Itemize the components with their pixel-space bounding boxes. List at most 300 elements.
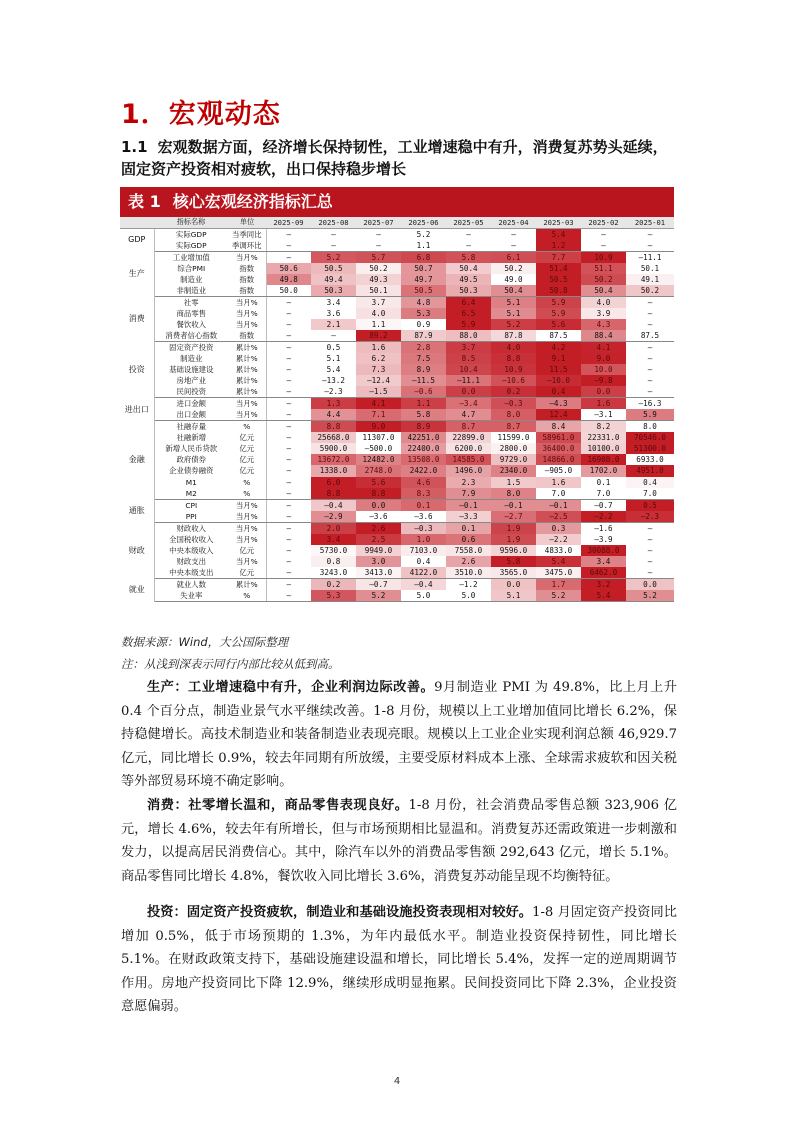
value-cell: 50.5 xyxy=(536,274,581,285)
value-cell: 5.4 xyxy=(311,364,356,375)
value-cell: –10.0 xyxy=(536,375,581,386)
value-cell: –2.9 xyxy=(311,511,356,523)
value-cell: 5.9 xyxy=(626,409,674,421)
value-cell: 50.3 xyxy=(446,285,491,297)
category-cell: GDP xyxy=(120,228,154,251)
value-cell: – xyxy=(286,422,292,432)
value-cell: 5.2 xyxy=(356,590,401,602)
table-title: 核心宏观经济指标汇总 xyxy=(172,192,333,211)
indicator-cell: 实际GDP xyxy=(175,229,207,239)
value-cell: – xyxy=(286,353,292,363)
value-cell: 7.0 xyxy=(626,488,674,500)
value-cell: 58961.0 xyxy=(536,432,581,443)
header-cell: 2025-08 xyxy=(311,217,356,228)
value-cell: 9.0 xyxy=(581,353,626,364)
value-cell: 8.7 xyxy=(491,421,536,433)
unit-cell: % xyxy=(228,477,266,488)
value-cell: – xyxy=(647,297,653,307)
value-cell: 8.8 xyxy=(311,421,356,433)
value-cell: 1.9 xyxy=(491,522,536,534)
value-cell: –0.1 xyxy=(536,499,581,511)
value-cell: 6462.0 xyxy=(581,567,626,579)
unit-cell: % xyxy=(228,421,266,433)
value-cell: 5730.0 xyxy=(311,545,356,556)
value-cell: 5.8 xyxy=(491,556,536,567)
table-row xyxy=(120,465,674,476)
value-cell: 3.4 xyxy=(311,296,356,308)
paragraph-production xyxy=(121,676,677,794)
value-cell: – xyxy=(286,319,292,329)
value-cell: 7558.0 xyxy=(446,545,491,556)
unit-cell: 当月% xyxy=(228,522,266,534)
value-cell: – xyxy=(311,330,356,342)
value-cell: 0.5 xyxy=(626,499,674,511)
value-cell: 5.8 xyxy=(401,409,446,421)
table-row xyxy=(120,522,674,534)
value-cell: 3565.0 xyxy=(491,567,536,579)
value-cell: –0.3 xyxy=(401,522,446,534)
value-cell: 2748.0 xyxy=(356,465,401,476)
value-cell: 5.6 xyxy=(536,319,581,330)
value-cell: –11.1 xyxy=(626,251,674,263)
value-cell: – xyxy=(647,229,653,239)
value-cell: 4.0 xyxy=(581,296,626,308)
value-cell: –0.1 xyxy=(491,499,536,511)
indicator-cell: 房地产业 xyxy=(176,376,207,386)
indicator-cell: M1 xyxy=(185,477,197,487)
value-cell: –0.4 xyxy=(401,578,446,590)
value-cell: 13508.0 xyxy=(401,454,446,465)
value-cell: 50.2 xyxy=(581,274,626,285)
value-cell: 7103.0 xyxy=(401,545,446,556)
paragraph-text: 1-8 月份，社会消费品零售总额 323,906 亿元，增长 4.6%，较去年有所增长，但与市场预期相比显温和。消费复苏还需政策进一步刺激和发力，以提高居民消费信心。其中，除汽车以外的消费品零售额 292,643 亿元，增长 5.1%。商品零售同比增长 4.8%，餐饮收入同比增长 3.6%，消费复苏动能呈现不均衡特征。 xyxy=(121,798,677,884)
value-cell: 2.6 xyxy=(356,522,401,534)
value-cell: 49.7 xyxy=(401,274,446,285)
indicator-cell: CPI xyxy=(185,500,198,510)
value-cell: 1.9 xyxy=(491,534,536,545)
value-cell: 9.1 xyxy=(536,353,581,364)
value-cell: 10.9 xyxy=(581,251,626,263)
table-row xyxy=(120,263,674,274)
table-row xyxy=(120,274,674,285)
value-cell: 4.3 xyxy=(581,319,626,330)
value-cell: – xyxy=(446,240,491,252)
value-cell: 7.3 xyxy=(356,364,401,375)
value-cell: 0.6 xyxy=(446,534,491,545)
value-cell: – xyxy=(647,523,653,533)
indicator-cell: 工业增加值 xyxy=(172,252,210,262)
value-cell: 3243.0 xyxy=(311,567,356,579)
unit-cell: 累计% xyxy=(228,341,266,353)
value-cell: 14866.0 xyxy=(536,454,581,465)
value-cell: 4122.0 xyxy=(401,567,446,579)
value-cell: – xyxy=(286,466,292,476)
value-cell: – xyxy=(311,240,356,252)
value-cell: – xyxy=(286,500,292,510)
value-cell: –1.6 xyxy=(581,522,626,534)
value-cell: –2.3 xyxy=(626,511,674,523)
indicator-cell: 非制造业 xyxy=(154,285,228,297)
value-cell: 6.5 xyxy=(446,308,491,319)
value-cell: 8.0 xyxy=(491,488,536,500)
source-note: 数据来源：Wind，大公国际整理 xyxy=(121,635,289,649)
unit-cell: 累计% xyxy=(228,386,266,398)
value-cell: 49.5 xyxy=(446,274,491,285)
value-cell: 8.8 xyxy=(491,353,536,364)
value-cell: –2.7 xyxy=(491,511,536,523)
indicator-cell: 进口金额 xyxy=(176,399,207,409)
paragraph-text: 9月制造业 PMI 为 49.8%，比上月上升 0.4 个百分点，制造业景气水平继续改善。1-8 月份，规模以上工业增加值同比增长 6.2%，保持稳健增长。高技术制造业和装备制造业表现亮眼。规模以上工业企业实现利润总额 46,929.7 亿元，同比增长 0.9%，较去年同期有所放缓，主要受原材料成本上涨、全球需求疲软和因关税等外部贸易环境不确定影响。 xyxy=(121,680,677,789)
value-cell: 50.8 xyxy=(536,285,581,297)
value-cell: –500.0 xyxy=(356,443,401,454)
value-cell: 10.9 xyxy=(491,364,536,375)
value-cell: –11.1 xyxy=(446,375,491,386)
paragraph-lead: 投资：固定资产投资疲软，制造业和基础设施投资表现相对较好。 xyxy=(147,905,533,920)
value-cell: 1.0 xyxy=(401,534,446,545)
value-cell: –1.2 xyxy=(446,578,491,590)
value-cell: 3.4 xyxy=(311,534,356,545)
value-cell: 50.1 xyxy=(626,263,674,274)
table-row xyxy=(120,488,674,500)
value-cell: – xyxy=(286,376,292,386)
value-cell: 0.4 xyxy=(536,386,581,398)
value-cell: 0.0 xyxy=(626,578,674,590)
value-cell: 0.8 xyxy=(311,556,356,567)
unit-cell: 亿元 xyxy=(228,465,266,476)
value-cell: –9.8 xyxy=(581,375,626,386)
value-cell: 9729.0 xyxy=(491,454,536,465)
value-cell: 3.6 xyxy=(311,308,356,319)
header-cell: 2025-07 xyxy=(356,217,401,228)
value-cell: 4.1 xyxy=(356,398,401,410)
macro-table-block xyxy=(120,187,674,602)
value-cell: 50.5 xyxy=(401,285,446,297)
table-row xyxy=(120,228,674,240)
category-cell: 消费 xyxy=(120,296,154,341)
value-cell: 88.0 xyxy=(446,330,491,342)
indicator-cell: M2 xyxy=(154,488,228,500)
value-cell: 5.6 xyxy=(356,477,401,488)
value-cell: 2.6 xyxy=(446,556,491,567)
value-cell: 8.9 xyxy=(401,364,446,375)
value-cell: –11.5 xyxy=(401,375,446,386)
unit-cell: 当月% xyxy=(228,308,266,319)
value-cell: 0.2 xyxy=(311,578,356,590)
value-cell: 50.2 xyxy=(626,285,674,297)
value-cell: 5.9 xyxy=(536,308,581,319)
value-cell: –0.1 xyxy=(446,499,491,511)
value-cell: – xyxy=(266,590,311,602)
value-cell: 0.1 xyxy=(581,477,626,488)
value-cell: 87.5 xyxy=(536,330,581,342)
value-cell: 5.8 xyxy=(446,251,491,263)
table-label: 表 1 xyxy=(128,192,161,211)
value-cell: –0.6 xyxy=(401,386,446,398)
value-cell: –3.9 xyxy=(581,534,626,545)
table-row xyxy=(120,398,674,410)
value-cell: 5.2 xyxy=(536,590,581,602)
value-cell: – xyxy=(601,229,606,239)
table-row xyxy=(120,296,674,308)
indicator-cell: 基础设施建设 xyxy=(169,365,214,375)
value-cell: 49.8 xyxy=(266,274,311,285)
value-cell: 2.5 xyxy=(356,534,401,545)
value-cell: 5.1 xyxy=(491,308,536,319)
subsection-number: 1.1 xyxy=(121,138,148,156)
table-row xyxy=(120,308,674,319)
value-cell: 5.0 xyxy=(446,590,491,602)
value-cell: – xyxy=(647,353,653,363)
table-row xyxy=(120,386,674,398)
value-cell: 50.7 xyxy=(401,263,446,274)
value-cell: 6933.0 xyxy=(626,454,674,465)
section-heading: 1．宏观动态 xyxy=(121,99,281,130)
paragraph-lead: 生产：工业增速稳中有升，企业利润边际改善。 xyxy=(147,680,435,695)
table-row xyxy=(120,556,674,567)
value-cell: 49.4 xyxy=(311,274,356,285)
table-row xyxy=(120,590,674,602)
value-cell: 5.2 xyxy=(491,319,536,330)
header-cell: 2025-01 xyxy=(626,217,674,228)
value-cell: 8.0 xyxy=(626,421,674,433)
table-row xyxy=(120,499,674,511)
value-cell: –3.3 xyxy=(446,511,491,523)
unit-cell: 当月% xyxy=(228,511,266,523)
unit-cell: 当月% xyxy=(228,319,266,330)
table-row xyxy=(120,364,674,375)
unit-cell: 指数 xyxy=(228,330,266,342)
value-cell: 3.4 xyxy=(581,556,626,567)
value-cell: –905.0 xyxy=(536,465,581,476)
value-cell: 50.4 xyxy=(446,263,491,274)
value-cell: – xyxy=(331,229,336,239)
value-cell: 87.9 xyxy=(401,330,446,342)
paragraph-text: 1-8 月固定资产投资同比增加 0.5%，低于市场预期的 1.3%，为年内最低水平。制造业投资保持韧性，同比增长 5.1%。在财政政策支持下，基础设施建设温和增长，同比增长 5.4%，发挥一定的逆周期调节作用。房地产投资同比下降 12.9%，继续形成明显拖累。民间投资同比下降 2.3%，企业投资意愿偏弱。 xyxy=(121,905,677,1014)
value-cell: 25668.0 xyxy=(311,432,356,443)
value-cell: 8.8 xyxy=(311,488,356,500)
value-cell: – xyxy=(286,545,292,555)
indicator-cell: 中央本级支出 xyxy=(154,567,228,579)
value-cell: – xyxy=(286,523,292,533)
value-cell: 50.5 xyxy=(311,263,356,274)
value-cell: 9949.0 xyxy=(356,545,401,556)
value-cell: – xyxy=(286,433,292,443)
value-cell: 4.8 xyxy=(401,296,446,308)
value-cell: 5.4 xyxy=(536,556,581,567)
value-cell: 49.1 xyxy=(626,274,674,285)
unit-cell: 累计% xyxy=(228,375,266,386)
value-cell: 4.0 xyxy=(491,341,536,353)
value-cell: 14585.0 xyxy=(446,454,491,465)
page-number: 4 xyxy=(393,1076,401,1087)
value-cell: –2.3 xyxy=(311,386,356,398)
value-cell: 5.9 xyxy=(536,296,581,308)
header-cell: 2025-06 xyxy=(401,217,446,228)
value-cell: 6.4 xyxy=(446,296,491,308)
indicator-cell: 政府债券 xyxy=(176,455,207,465)
unit-cell: % xyxy=(228,590,266,602)
value-cell: 8.8 xyxy=(356,488,401,500)
value-cell: 12482.0 xyxy=(356,454,401,465)
value-cell: 2340.0 xyxy=(491,465,536,476)
value-cell: 7.5 xyxy=(401,353,446,364)
indicator-cell: 综合PMI xyxy=(177,263,206,273)
value-cell: 4.4 xyxy=(311,409,356,421)
value-cell: – xyxy=(286,297,292,307)
unit-cell: 当月% xyxy=(228,556,266,567)
value-cell: 1496.0 xyxy=(446,465,491,476)
value-cell: – xyxy=(491,240,536,252)
value-cell: 3.0 xyxy=(356,556,401,567)
value-cell: 0.9 xyxy=(401,319,446,330)
unit-cell: 亿元 xyxy=(228,454,266,465)
value-cell: 50.2 xyxy=(356,263,401,274)
subsection-title: 宏观数据方面，经济增长保持韧性，工业增速稳中有升，消费复苏势头延续，固定资产投资相对疲软，出口保持稳步增长 xyxy=(121,138,668,178)
value-cell: 12.4 xyxy=(536,409,581,421)
unit-cell: 当月% xyxy=(228,296,266,308)
category-cell: 投资 xyxy=(120,341,154,397)
value-cell: 5900.0 xyxy=(311,443,356,454)
value-cell: – xyxy=(286,252,292,262)
value-cell: 3413.0 xyxy=(356,567,401,579)
table-row xyxy=(120,578,674,590)
value-cell: 5.7 xyxy=(356,251,401,263)
value-cell: – xyxy=(286,308,292,318)
value-cell: – xyxy=(647,556,653,566)
value-cell: 1.1 xyxy=(401,240,446,252)
value-cell: – xyxy=(286,534,292,544)
value-cell: –3.1 xyxy=(581,409,626,421)
value-cell: 3.7 xyxy=(356,296,401,308)
value-cell: –3.4 xyxy=(446,398,491,410)
value-cell: 1.7 xyxy=(536,578,581,590)
value-cell: 6.8 xyxy=(401,251,446,263)
value-cell: 6200.0 xyxy=(446,443,491,454)
value-cell: 3475.0 xyxy=(536,567,581,579)
table-header-row xyxy=(120,217,674,228)
indicator-cell: 商品零售 xyxy=(176,308,207,318)
header-cell: 指标名称 xyxy=(154,217,228,228)
value-cell: 8.0 xyxy=(491,409,536,421)
indicator-cell: 实际GDP xyxy=(154,240,228,252)
table-row xyxy=(120,432,674,443)
paragraph-lead: 消费：社零增长温和，商品零售表现良好。 xyxy=(147,798,409,813)
table-row xyxy=(120,330,674,342)
value-cell: 0.4 xyxy=(401,556,446,567)
value-cell: 22899.0 xyxy=(446,432,491,443)
value-cell: 0.2 xyxy=(491,386,536,398)
value-cell: 3.2 xyxy=(581,578,626,590)
value-cell: 5.2 xyxy=(311,251,356,263)
value-cell: –10.6 xyxy=(491,375,536,386)
table-row xyxy=(120,454,674,465)
value-cell: –13.2 xyxy=(311,375,356,386)
value-cell: 11599.0 xyxy=(491,432,536,443)
indicator-cell: 制造业 xyxy=(180,353,203,363)
indicator-cell: 新增人民币贷款 xyxy=(165,444,218,454)
indicator-cell: 财政支出 xyxy=(176,556,207,566)
value-cell: – xyxy=(286,444,292,454)
value-cell: 10100.0 xyxy=(581,443,626,454)
value-cell: –0.4 xyxy=(311,499,356,511)
value-cell: 8.2 xyxy=(581,421,626,433)
value-cell: 50.6 xyxy=(266,263,311,274)
value-cell: – xyxy=(356,240,401,252)
value-cell: 4.1 xyxy=(581,341,626,353)
value-cell: – xyxy=(286,556,292,566)
value-cell: – xyxy=(647,534,653,544)
value-cell: 7.9 xyxy=(446,488,491,500)
value-cell: 6.0 xyxy=(311,477,356,488)
table-row xyxy=(120,545,674,556)
unit-cell: 亿元 xyxy=(228,443,266,454)
subsection-heading xyxy=(121,136,677,180)
unit-cell: 累计% xyxy=(228,578,266,590)
value-cell: 1.6 xyxy=(581,398,626,410)
indicator-cell: 民间投资 xyxy=(154,386,228,398)
unit-cell: % xyxy=(228,488,266,500)
indicator-cell: 社融新增 xyxy=(176,433,207,443)
value-cell: –3.6 xyxy=(356,511,401,523)
unit-cell: 累计% xyxy=(228,353,266,364)
value-cell: – xyxy=(286,477,292,487)
value-cell: 0.0 xyxy=(356,499,401,511)
value-cell: 8.9 xyxy=(401,421,446,433)
value-cell: 50.3 xyxy=(311,285,356,297)
value-cell: 8.4 xyxy=(536,421,581,433)
value-cell: 5.2 xyxy=(626,590,674,602)
value-cell: 2.0 xyxy=(311,522,356,534)
value-cell: – xyxy=(647,308,653,318)
value-cell: 22331.0 xyxy=(581,432,626,443)
unit-cell: 当月% xyxy=(228,499,266,511)
table-row xyxy=(120,353,674,364)
value-cell: 0.0 xyxy=(491,578,536,590)
header-cell: 2025-03 xyxy=(536,217,581,228)
value-cell: 10.0 xyxy=(581,364,626,375)
table-row xyxy=(120,341,674,353)
header-cell: 2025-02 xyxy=(581,217,626,228)
value-cell: – xyxy=(286,229,292,239)
macro-indicator-table xyxy=(120,217,674,602)
value-cell: 49.0 xyxy=(491,274,536,285)
table-row xyxy=(120,409,674,421)
value-cell: 5.1 xyxy=(491,296,536,308)
color-note: 注：从浅到深表示同行内部比较从低到高。 xyxy=(121,657,340,671)
value-cell: 1.1 xyxy=(401,398,446,410)
indicator-cell: 失业率 xyxy=(154,590,228,602)
table-row xyxy=(120,567,674,579)
value-cell: – xyxy=(376,229,381,239)
value-cell: 11.5 xyxy=(536,364,581,375)
value-cell: 87.5 xyxy=(626,330,674,342)
value-cell: –2.5 xyxy=(536,511,581,523)
value-cell: – xyxy=(647,365,653,375)
value-cell: 51.1 xyxy=(581,263,626,274)
table-row xyxy=(120,534,674,545)
indicator-cell: 全国税收收入 xyxy=(169,534,214,544)
value-cell: 5.3 xyxy=(311,590,356,602)
unit-cell: 当月% xyxy=(228,534,266,545)
value-cell: 6.2 xyxy=(356,353,401,364)
value-cell: 4.0 xyxy=(356,308,401,319)
value-cell: 1338.0 xyxy=(311,465,356,476)
value-cell: 3.9 xyxy=(581,308,626,319)
indicator-cell: 餐饮收入 xyxy=(176,319,207,329)
value-cell: 7.1 xyxy=(356,409,401,421)
value-cell: – xyxy=(626,567,674,579)
value-cell: –1.5 xyxy=(356,386,401,398)
